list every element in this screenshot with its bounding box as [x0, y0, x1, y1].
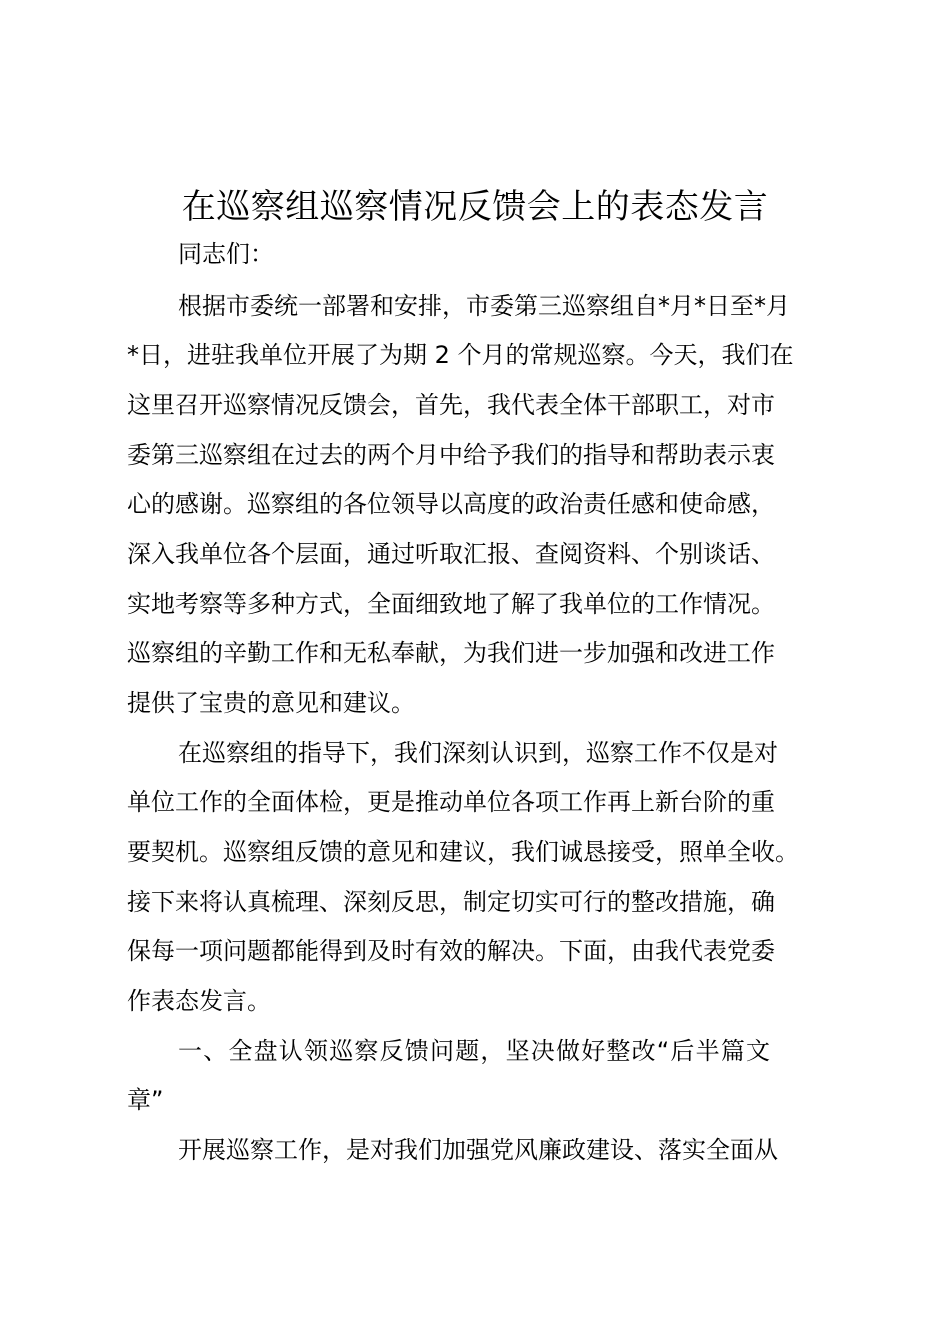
heading-line: 章” — [127, 1086, 164, 1114]
document-title: 在巡察组巡察情况反馈会上的表态发言 — [181, 187, 769, 227]
paragraph-line: 要契机。巡察组反馈的意见和建议，我们诚恳接受，照单全收。 — [127, 838, 799, 866]
paragraph-line: 实地考察等多种方式，全面细致地了解了我单位的工作情况。 — [127, 590, 775, 618]
paragraph-line: 深入我单位各个层面，通过听取汇报、查阅资料、个别谈话、 — [127, 540, 775, 568]
greeting: 同志们： — [178, 240, 274, 268]
paragraph-line: 委第三巡察组在过去的两个月中给予我们的指导和帮助表示衷 — [127, 441, 775, 469]
heading-line: 一、全盘认领巡察反馈问题，坚决做好整改“后半篇文 — [178, 1037, 772, 1065]
paragraph-line: 提供了宝贵的意见和建议。 — [127, 689, 415, 717]
paragraph-line: *日，进驻我单位开展了为期 2 个月的常规巡察。今天，我们在 — [127, 341, 794, 369]
paragraph-line: 心的感谢。巡察组的各位领导以高度的政治责任感和使命感， — [127, 490, 775, 518]
paragraph-line: 巡察组的辛勤工作和无私奉献，为我们进一步加强和改进工作 — [127, 639, 775, 667]
paragraph-line: 单位工作的全面体检，更是推动单位各项工作再上新台阶的重 — [127, 788, 775, 816]
paragraph-line: 这里召开巡察情况反馈会，首先，我代表全体干部职工，对市 — [127, 391, 775, 419]
paragraph-line: 保每一项问题都能得到及时有效的解决。下面，由我代表党委 — [127, 937, 775, 965]
paragraph-line: 根据市委统一部署和安排，市委第三巡察组自*月*日至*月 — [178, 292, 790, 320]
paragraph-line: 在巡察组的指导下，我们深刻认识到，巡察工作不仅是对 — [178, 739, 778, 767]
paragraph-line: 接下来将认真梳理、深刻反思，制定切实可行的整改措施，确 — [127, 888, 775, 916]
paragraph-line: 作表态发言。 — [127, 987, 271, 1015]
paragraph-line: 开展巡察工作，是对我们加强党风廉政建设、落实全面从 — [178, 1136, 778, 1164]
